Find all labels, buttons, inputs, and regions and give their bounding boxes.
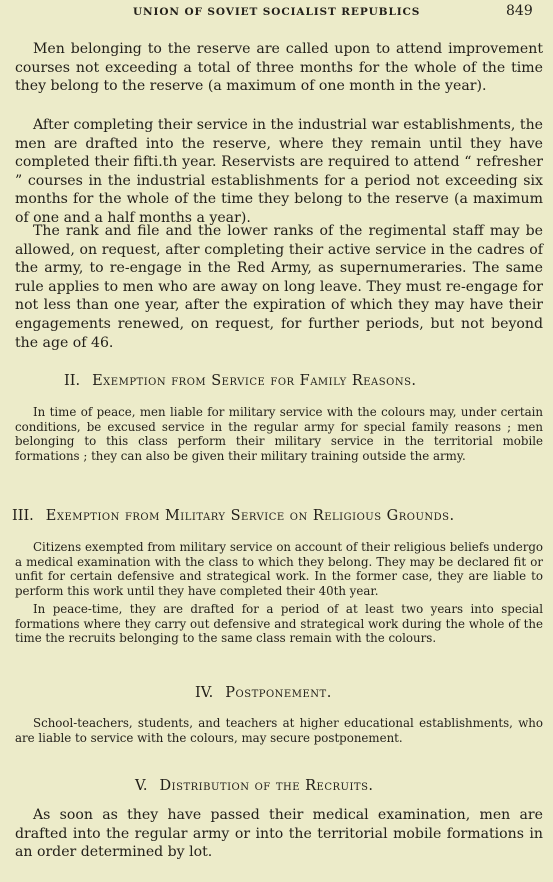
section-number: III. [12,508,34,524]
section-number: V. [135,778,148,794]
paragraph-postponement: School-teachers, students, and teachers at higher educational establishments, who are liable to service with the colours, may secure postponement. [15,716,543,745]
running-title: UNION OF SOVIET SOCIALIST REPUBLICS [133,6,421,18]
paragraph-re-engagement: The rank and file and the lower ranks of the regimental staff may be allowed, on request, after completing their active service in the cadres of the army, to re-engage in the Red Army, as supernumeraries. The same rule applies to men who are away on long leave. They must re-engage for not less than one year, after the expiration of which they may have their engagements renewed, on request, for further periods, but not beyond the age of 46. [15,223,543,351]
section-number: II. [64,373,81,389]
section-title: Postponement. [225,685,332,701]
paragraph-religious-exemption: Citizens exempted from military service on account of their religious beliefs undergo a medical examination with the class to which they belong. They may be declared fit or unfit for certain defensive and strategical work. In the former case, they are liable to perform this work until they have completed their 40th year. [15,540,543,598]
section-heading-family-reasons [64,373,417,389]
section-title: Distribution of the Recruits. [159,778,374,794]
section-title: Exemption from Military Service on Religious Grounds. [45,508,455,524]
page-number: 849 [506,3,533,19]
section-heading-religious-grounds [12,508,455,524]
paragraph-family-exemption: In time of peace, men liable for military service with the colours may, under certain conditions, be excused service in the regular army for special family reasons ; men belonging to this class perform their military service in the territorial mobile formations ; they can also be given their military training outside the army. [15,405,543,463]
paragraph-reserve-courses: Men belonging to the reserve are called upon to attend improvement courses not exceeding a total of three months for the whole of the time they belong to the reserve (a maximum of one month in the year). [15,41,543,95]
paragraph-distribution: As soon as they have passed their medical examination, men are drafted into the regular army or into the territorial mobile formations in an order determined by lot. [15,807,543,861]
paragraph-industrial-reserve: After completing their service in the industrial war establishments, the men are drafted into the reserve, where they remain until they have completed their fifti.th year. Reservists are required to attend “ refresher ” courses in the industrial establishments for a period not exceeding six months for the whole of the time they belong to the reserve (a maximum of one and a half months a year). [15,117,543,226]
paragraph-peace-time-formations: In peace-time, they are drafted for a period of at least two years into special formations where they carry out defensive and strategical work during the whole of the time the recruits belonging to the same class remain with the colours. [15,602,543,646]
section-heading-distribution [135,778,374,794]
section-title: Exemption from Service for Family Reasons. [92,373,417,389]
section-number: IV. [195,685,214,701]
section-heading-postponement [195,685,332,701]
